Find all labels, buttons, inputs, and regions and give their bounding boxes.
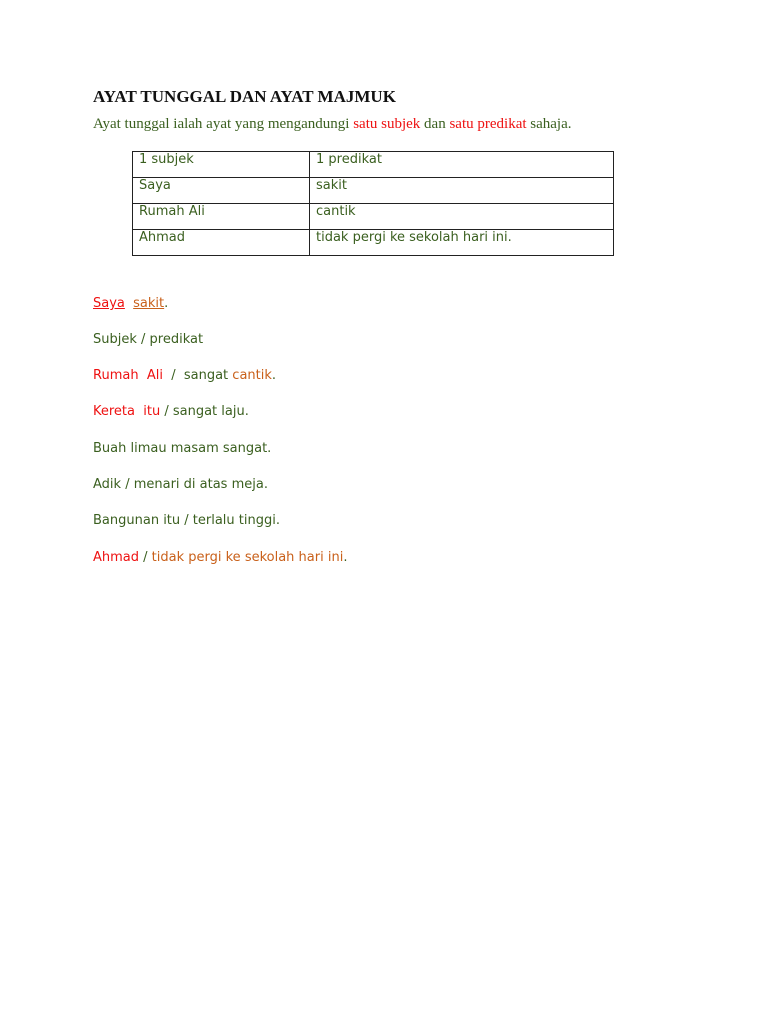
example-period: . (271, 368, 277, 383)
example-sentence-8 (93, 550, 347, 565)
table-cell: cantik (310, 204, 614, 230)
example-slash: / (139, 550, 152, 565)
intro-text-1: Ayat tunggal ialah ayat yang mengandungi (93, 116, 354, 132)
example-subject: Rumah Ali (93, 368, 163, 383)
example-sentence-1 (93, 296, 168, 311)
table-row (133, 178, 614, 204)
example-subject: Ahmad (93, 550, 140, 565)
example-spacer (125, 296, 133, 311)
example-predicate: cantik (232, 368, 272, 383)
table-cell: Ahmad (133, 230, 310, 256)
document-title: AYAT TUNGGAL DAN AYAT MAJMUK (93, 87, 396, 106)
table-row (133, 204, 614, 230)
example-sentence-5: Buah limau masam sangat. (93, 441, 272, 456)
intro-highlight-subject: satu subjek (353, 116, 421, 132)
example-rest: / sangat laju. (160, 404, 249, 419)
example-period: . (164, 296, 169, 311)
example-subject: Kereta itu (93, 404, 161, 419)
intro-text-3: sahaja. (526, 116, 572, 132)
example-predicate: tidak pergi ke sekolah hari ini (151, 550, 344, 565)
example-subject: Saya (93, 296, 125, 311)
table-cell: sakit (310, 178, 614, 204)
example-period: . (343, 550, 348, 565)
table-header-cell: 1 predikat (310, 152, 614, 178)
table-cell: tidak pergi ke sekolah hari ini. (310, 230, 614, 256)
example-middle: / sangat (162, 368, 233, 383)
table-header-row (133, 152, 614, 178)
example-sentence-6: Adik / menari di atas meja. (93, 477, 268, 492)
table-row (133, 230, 614, 256)
example-sentence-3 (93, 368, 276, 383)
intro-text-2: dan (420, 116, 450, 132)
example-sentence-4 (93, 404, 249, 419)
example-sentence-2: Subjek / predikat (93, 332, 204, 347)
example-predicate: sakit (133, 296, 165, 311)
intro-highlight-predicate: satu predikat (449, 116, 527, 132)
intro-paragraph (93, 116, 572, 133)
table-cell: Rumah Ali (133, 204, 310, 230)
example-sentence-7: Bangunan itu / terlalu tinggi. (93, 513, 280, 528)
subject-predicate-table (132, 151, 614, 256)
table-header-cell: 1 subjek (133, 152, 310, 178)
table-cell: Saya (133, 178, 310, 204)
